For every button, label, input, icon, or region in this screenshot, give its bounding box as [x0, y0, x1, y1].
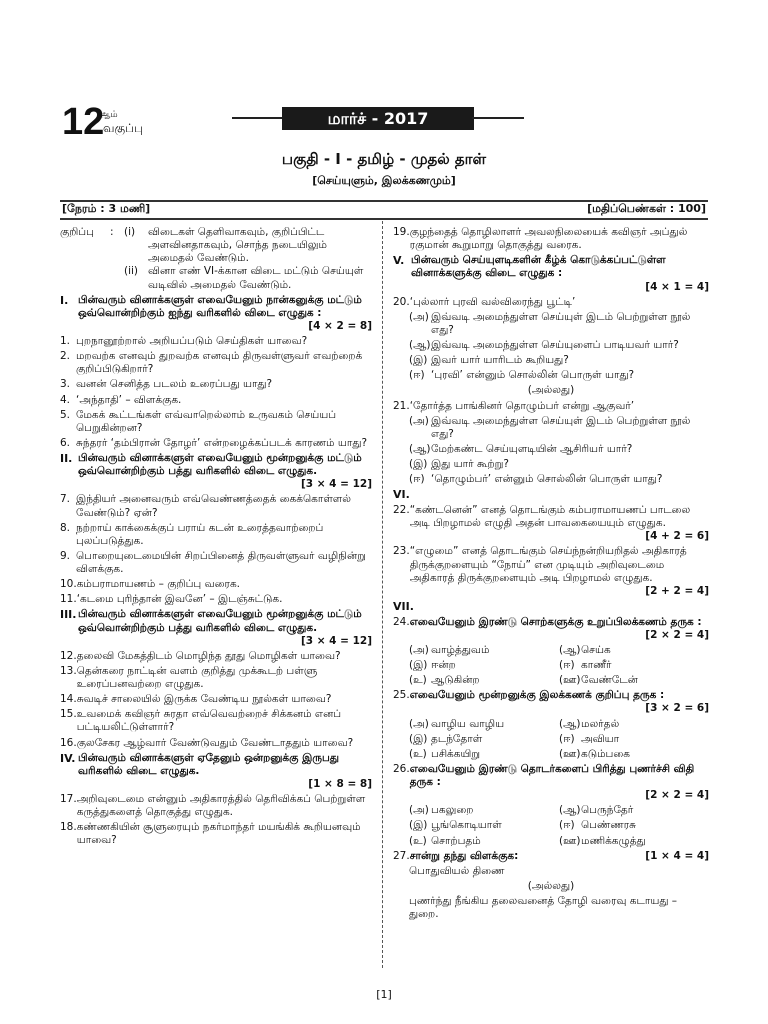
section-5-heading: V. பின்வரும் செய்யுளடிகளின் கீழ்க் கொடுக்கப்பட்டுள்ள வினாக்களுக்கு விடை எழுதுக : [4 × 1 = 4] [393, 254, 709, 293]
section-6-heading: VI. [393, 488, 410, 502]
question-20-b: (ஆ) இவ்வடி அமைந்துள்ள செய்யுளைப் பாடியவர் யார்? [409, 339, 679, 351]
question-20-d: (ஈ) ‘புரவி’ என்னும் சொல்லின் பொருள் யாது? [409, 369, 635, 382]
question-16: 16. குலசேகர ஆழ்வார் வேண்டுவதும் வேண்டாததும் யாவை? [60, 736, 354, 749]
note-colon: : [110, 226, 114, 238]
question-4: 4. ‘அந்தாதி’ – விளக்குக. [60, 393, 182, 406]
paper-subtitle: [செய்யுளும், இலக்கணமும்] [312, 174, 456, 187]
question-15: 15. உவமைக் கவிஞர் சுரதா எவ்வெவற்றைச் சிக்கனம் எனப் பட்டியலிட்டுள்ளார்? [60, 708, 342, 734]
paper-title: பகுதி - I - தமிழ் - முதல் தாள் [281, 150, 487, 168]
note-label: குறிப்பு [60, 226, 94, 238]
question-26-options: (அ) பகலுறை (ஆ) பெருந்தேர் (இ) பூங்கொடியாள் (ஈ) பெண்ணரசு (உ) சொற்பதம் (ஊ) மணிக்கழுத்து [409, 804, 646, 847]
question-9: 9. பொறையுடைமையின் சிறப்பினைத் திருவள்ளுவர் வழிநின்று விளக்குக. [60, 549, 366, 575]
section-2-heading: II. பின்வரும் வினாக்களுள் எவையேனும் மூன்றனுக்கு மட்டும் ஒவ்வொன்றிற்கும் பத்து வரிகளில் விடை எழுதுக. [3 × 4 = 12] [60, 452, 372, 491]
column-divider [382, 221, 383, 968]
or-separator-2: (அல்லது) [527, 879, 575, 892]
question-20-c: (இ) இவர் யார் யாரிடம் கூறியது? [409, 354, 569, 367]
or-separator-1: (அல்லது) [527, 384, 575, 397]
grade-number: 12 [62, 101, 105, 143]
question-22: 22. “கண்டனென்” எனத் தொடங்கும் கம்பராமாயணப் பாடலை அடி பிறழாமல் எழுதி அதன் பாவகையையும் எழுதுக. [4 + 2 = 6] [393, 504, 709, 543]
right-column [393, 226, 709, 923]
question-6: 6. சுந்தரர் ‘தம்பிரான் தோழர்’ என்றழைக்கப்படக் காரணம் யாது? [60, 436, 368, 449]
question-13: 13. தென்கரை நாட்டின் வளம் குறித்து முக்கூடற் பள்ளு உரைப்பனவற்றை எழுதுக. [60, 664, 318, 690]
grade-word: வகுப்பு [103, 121, 143, 135]
question-21-c: (இ) இது யார் கூற்று? [409, 458, 509, 470]
question-27-b: புணர்ந்து நீங்கிய தலைவனைத் தோழி வரைவு கடாயது – துறை. [409, 895, 678, 921]
question-5: 5. மேகக் கூட்டங்கள் எவ்வாறெல்லாம் உருவகம் செய்யப் பெறுகின்றன? [60, 408, 337, 434]
question-23: 23. “எழுமை” எனத் தொடங்கும் செய்ந்நன்றியறிதல் அதிகாரத் திருக்குறளையும் “நோய்” என முடியும் அறிவுடைமை அதிகாரத் திருக்குறளையும் அடி பிறழாமல் எழுதுக. [2 + 2 = 4] [393, 545, 709, 597]
question-21: 21. ‘தோர்த்த பாங்கினர் தொழும்பர் என்று ஆகுவர்’ [393, 399, 635, 412]
question-14: 14. சுவடிச் சாலையில் இருக்க வேண்டிய நூல்கள் யாவை? [60, 693, 332, 706]
note2-label: (ii) [124, 265, 139, 278]
exam-banner: மார்ச் - 2017 [282, 107, 474, 130]
question-26: 26. எவையேனும் இரண்டு தொடர்களைப் பிரித்து புணர்ச்சி விதி தருக : [2 × 2 = 4] [393, 762, 709, 802]
question-18: 18. கண்ணகியின் சூளுரையும் நகர்மாந்தர் மயங்கிக் கூறியனவும் யாவை? [60, 821, 361, 847]
section-7-heading: VII. [393, 599, 414, 613]
section-4-heading: IV. பின்வரும் வினாக்களுள் ஏதேனும் ஒன்றனுக்கு இருபது வரிகளில் விடை எழுதுக. [1 × 8 = 8] [60, 751, 372, 790]
marks-label: [மதிப்பெண்கள் : 100] [587, 202, 706, 215]
question-11: 11. ‘கடமை புரிந்தான் இவனே’ – இடஞ்சுட்டுக. [60, 593, 283, 606]
question-20-a: (அ) இவ்வடி அமைந்துள்ள செய்யுள் இடம் பெற்றுள்ள நூல் எது? [409, 310, 691, 336]
question-1: 1. புறநானூற்றால் அறியப்படும் செய்திகள் யாவை? [60, 335, 308, 347]
banner-rule-left [232, 117, 284, 119]
note-block [60, 226, 372, 292]
question-10: 10. கம்பராமாயணம் – குறிப்பு வரைக. [60, 578, 240, 591]
question-25-options: (அ) வாழிய வாழிய (ஆ) மலர்தல் (இ) தடந்தோள் (ஈ) அவியா (உ) பசிக்கயிறு (ஊ) கடும்பகை [409, 717, 631, 760]
note1-label: (i) [124, 226, 136, 238]
question-24-options: (அ) வாழ்த்துவம் (ஆ) செய்க (இ) ஈன்ற (ஈ) காணீர் (உ) ஆடுகின்ற (ஊ) வேண்டேன் [409, 643, 638, 687]
question-27: 27. சான்று தந்து விளக்குக: [1 × 4 = 4] [393, 849, 709, 862]
section-1-heading: I. பின்வரும் வினாக்களுள் எவையேனும் நான்கனுக்கு மட்டும் ஒவ்வொன்றிற்கும் ஐந்து வரிகளில் விடை எழுதுக : [4 × 2 = 8] [60, 293, 372, 332]
page-number: [1] [376, 988, 392, 1001]
question-3: 3. வனன் செனித்த படலம் உரைப்பது யாது? [60, 378, 273, 391]
question-25: 25. எவையேனும் மூன்றனுக்கு இலக்கணக் குறிப்பு தருக : [3 × 2 = 6] [393, 689, 709, 715]
question-19: 19. குழந்தைத் தொழிலாளர் அவலநிலையைக் கவிஞர் அப்துல் ரகுமான் கூறுமாறு தொகுத்து வரைக. [393, 226, 688, 252]
question-21-a: (அ) இவ்வடி அமைந்துள்ள செய்யுள் இடம் பெற்றுள்ள நூல் எது? [409, 414, 691, 440]
question-7: 7. இந்தியர் அனைவரும் எவ்வெண்ணத்தைக் கைக்கொள்ளல் வேண்டும்? ஏன்? [60, 493, 351, 519]
question-2: 2. மறவற்க எனவும் துறவற்க எனவும் திருவள்ளுவர் எவற்றைக் குறிப்பிடுகிறார்? [60, 350, 363, 376]
note1-text: விடைகள் தெளிவாகவும், குறிப்பிட்ட அளவினதாகவும், சொந்த நடையிலும் அமைதல் வேண்டும். [148, 226, 327, 265]
left-column [60, 226, 372, 850]
section-3-heading: III. பின்வரும் வினாக்களுள் எவையேனும் மூன்றனுக்கு மட்டும் ஒவ்வொன்றிற்கும் பத்து வரிகளில் விடை எழுதுக. [3 × 4 = 12] [60, 608, 372, 647]
banner-rule-right [472, 117, 524, 119]
time-label: [நேரம் : 3 மணி] [62, 202, 151, 215]
question-21-d: (ஈ) ‘தொழும்பர்’ என்னும் சொல்லின் பொருள் யாது? [409, 473, 663, 486]
question-8: 8. நற்றாய் காக்கைக்குப் பராய் கடன் உரைத்தவாற்றைப் புலப்படுத்துக. [60, 521, 324, 547]
question-20: 20. ‘புல்லார் புரவி வல்விரைந்து பூட்டி’ [393, 295, 576, 308]
question-24: 24. எவையேனும் இரண்டு சொற்களுக்கு உறுப்பிலக்கணம் தருக : [2 × 2 = 4] [393, 615, 709, 641]
header-bottom-rule [60, 218, 708, 220]
note2-text: வினா எண் VI-க்கான விடை மட்டும் செய்யுள் வடிவில் அமைதல் வேண்டும். [148, 265, 364, 291]
question-21-b: (ஆ) மேற்கண்ட செய்யுளடியின் ஆசிரியர் யார்? [409, 442, 633, 455]
question-12: 12. தலைவி மேகத்திடம் மொழிந்த தூது மொழிகள் யாவை? [60, 649, 341, 662]
grade-suffix: ஆம் [99, 110, 118, 120]
question-17: 17. அறிவுடைமை என்னும் அதிகாரத்தில் தெரிவிக்கப் பெற்றுள்ள கருத்துகளைத் தொகுத்து எழுதுக. [60, 793, 366, 819]
question-27-a: பொதுவியல் திணை [409, 864, 505, 877]
